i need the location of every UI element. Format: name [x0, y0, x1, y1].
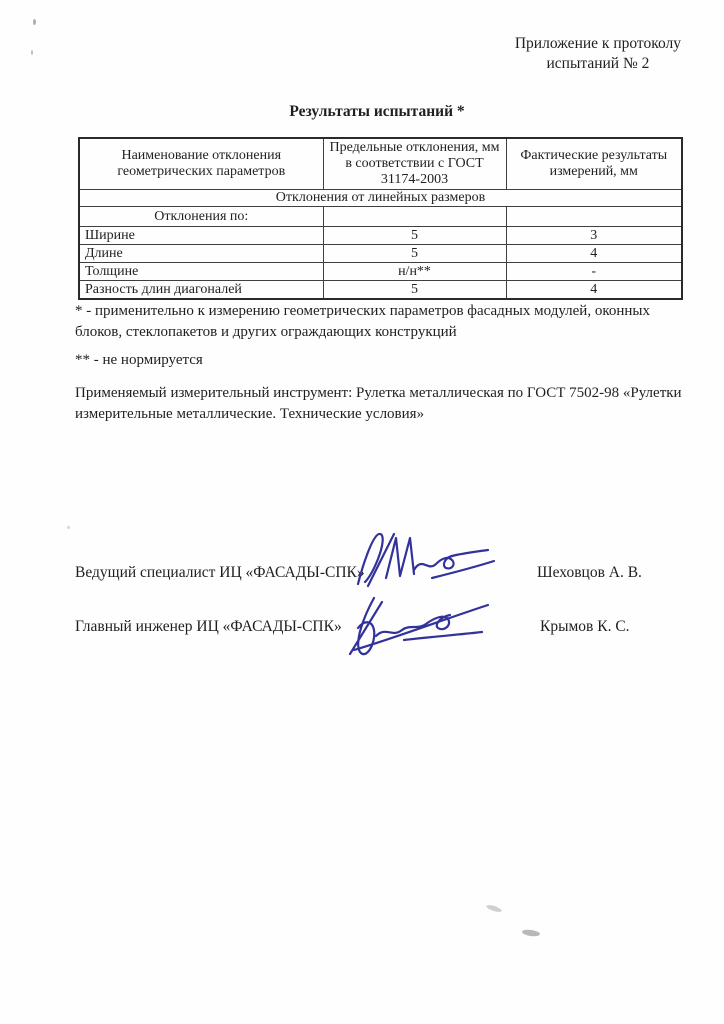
cell-parameter: Разность длин диагоналей [79, 281, 323, 300]
scan-speck [67, 526, 70, 529]
table-cell-empty [506, 207, 682, 227]
footnote-double-asterisk: ** - не нормируется [75, 352, 203, 368]
signature-name-shekhovtsov: Шеховцов А. В. [537, 564, 642, 581]
appendix-note [515, 34, 681, 75]
table-row [79, 227, 682, 245]
page-title: Результаты испытаний * [289, 103, 465, 120]
scan-smudge [486, 904, 503, 914]
scan-smudge [522, 929, 541, 937]
cell-parameter: Толщине [79, 263, 323, 281]
results-table [78, 137, 683, 300]
cell-actual: - [506, 263, 682, 281]
table-row [79, 263, 682, 281]
table-section-row [79, 190, 682, 207]
signature-ink-krymov [340, 590, 495, 660]
instrument-paragraph: Применяемый измерительный инструмент: Рулетка металлическая по ГОСТ 7502-98 «Рулетки измерительные металлические. Технические условия» [75, 385, 682, 422]
cell-parameter: Ширине [79, 227, 323, 245]
appendix-note-line2: испытаний № 2 [546, 55, 650, 73]
signature-role-lead-specialist: Ведущий специалист ИЦ «ФАСАДЫ-СПК» [75, 564, 365, 581]
cell-actual: 4 [506, 281, 682, 300]
table-row [79, 245, 682, 263]
column-header-actual: Фактические результаты измерений, мм [506, 138, 682, 190]
cell-limit: 5 [323, 227, 506, 245]
cell-limit: н/н** [323, 263, 506, 281]
cell-actual: 3 [506, 227, 682, 245]
subheader-label: Отклонения по: [79, 207, 323, 227]
scan-speck [33, 19, 36, 25]
cell-actual: 4 [506, 245, 682, 263]
table-subheader-row [79, 207, 682, 227]
section-row-label: Отклонения от линейных размеров [79, 190, 682, 207]
signature-name-krymov: Крымов К. С. [540, 618, 630, 635]
column-header-limits: Предельные отклонения, мм в соответствии с ГОСТ 31174-2003 [323, 138, 506, 190]
cell-limit: 5 [323, 281, 506, 300]
footnote-asterisk: * - применительно к измерению геометрических параметров фасадных модулей, оконных блоков, стеклопакетов и других ограждающих конструкций [75, 303, 650, 340]
table-cell-empty [323, 207, 506, 227]
table-row [79, 281, 682, 300]
column-header-parameter: Наименование отклонения геометрических параметров [79, 138, 323, 190]
signature-role-chief-engineer: Главный инженер ИЦ «ФАСАДЫ-СПК» [75, 618, 342, 635]
table-header-row [79, 138, 682, 190]
cell-parameter: Длине [79, 245, 323, 263]
signature-ink-shekhovtsov [352, 526, 502, 592]
cell-limit: 5 [323, 245, 506, 263]
scan-speck [31, 50, 33, 55]
appendix-note-line1: Приложение к протоколу [514, 35, 681, 52]
